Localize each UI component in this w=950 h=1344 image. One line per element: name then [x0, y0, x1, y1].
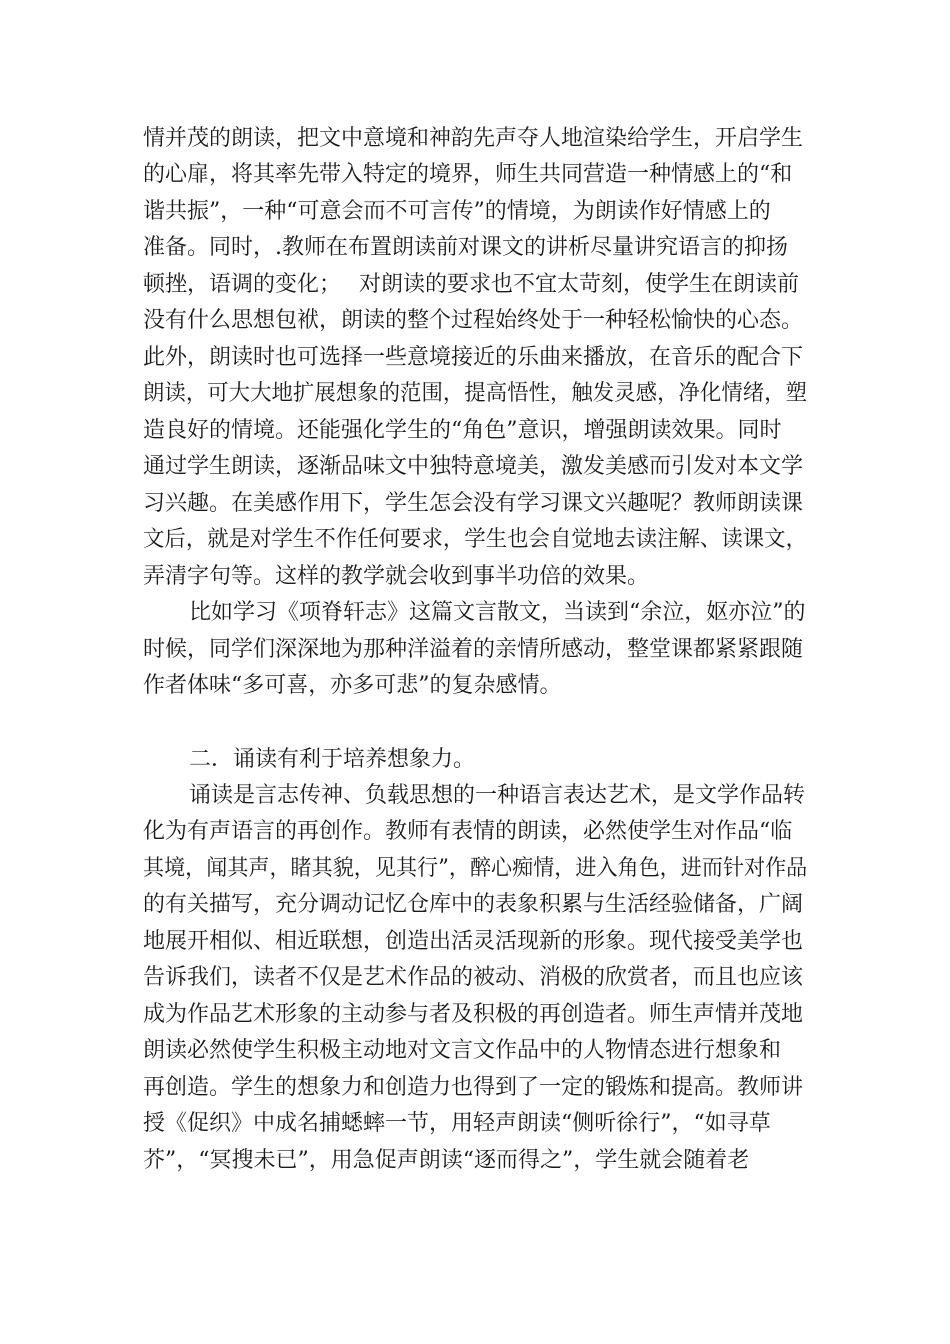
- section-heading: 二．诵读有利于培养想象力。: [189, 747, 476, 772]
- text-line: 朗读必然使学生积极主动地对文言文作品中的人物情态进行想象和: [143, 1038, 782, 1063]
- text-line: 造良好的情境。还能强化学生的“角色”意识，增强朗读效果。同时: [143, 418, 782, 443]
- text-line: 通过学生朗读，逐渐品味文中独特意境美，激发美感而引发对本文学: [143, 454, 804, 479]
- text-line: 芥”，“冥搜未已”，用急促声朗读“逐而得之”，学生就会随着老: [143, 1148, 750, 1173]
- text-line: 情并茂的朗读，把文中意境和神韵先声夺人地渲染给学生，开启学生: [143, 126, 804, 151]
- text-line: 弄清字句等。这样的教学就会收到事半功倍的效果。: [143, 564, 650, 589]
- text-line: 文后，就是对学生不作任何要求，学生也会自觉地去读注解、读课文，: [143, 527, 808, 552]
- text-line: 作者体味“多可喜，亦多可悲”的复杂感情。: [143, 673, 562, 698]
- text-line: 准备。同时，.教师在布置朗读前对课文的讲析尽量讲究语言的抑扬: [143, 235, 788, 260]
- text-line: 比如学习《项脊轩志》这篇文言散文，当读到“余泣，妪亦泣”的: [189, 600, 806, 625]
- text-line: 成为作品艺术形象的主动参与者及积极的再创造者。师生声情并茂地: [143, 1002, 804, 1027]
- text-line: 朗读，可大大地扩展想象的范围，提高悟性，触发灵感，净化情绪，塑: [143, 381, 808, 406]
- text-line: 授《促织》中成名捕蟋蟀一节，用轻声朗读“侧听徐行”，“如寻草: [143, 1111, 771, 1136]
- text-line: 时候，同学们深深地为那种洋溢着的亲情所感动，整堂课都紧紧跟随: [143, 637, 804, 662]
- text-line: 谐共振”，一种“可意会而不可言传”的情境，为朗读作好情感上的: [143, 199, 771, 224]
- text-line: 诵读是言志传神、负载思想的一种语言表达艺术，是文学作品转: [189, 783, 806, 808]
- text-line: 的心扉，将其率先带入特定的境界，师生共同营造一种情感上的“和: [143, 162, 793, 187]
- text-line: 再创造。学生的想象力和创造力也得到了一定的锻炼和提高。教师讲: [143, 1075, 804, 1100]
- text-line: 没有什么思想包袱，朗读的整个过程始终处于一种轻松愉快的心态。: [143, 308, 804, 333]
- text-line: 地展开相似、相近联想，创造出活灵活现新的形象。现代接受美学也: [143, 929, 804, 954]
- text-line: 告诉我们，读者不仅是艺术作品的被动、消极的欣赏者，而且也应该: [143, 965, 804, 990]
- text-line: 此外，朗读时也可选择一些意境接近的乐曲来播放，在音乐的配合下: [143, 345, 804, 370]
- text-line: 习兴趣。在美感作用下，学生怎会没有学习课文兴趣呢？教师朗读课: [143, 491, 804, 516]
- text-line: 顿挫，语调的变化； 对朗读的要求也不宜太苛刻，使学生在朗读前: [143, 272, 799, 297]
- text-line: 化为有声语言的再创作。教师有表情的朗读，必然使学生对作品“临: [143, 819, 793, 844]
- text-line: 的有关描写，充分调动记忆仓库中的表象积累与生活经验储备，广阔: [143, 892, 804, 917]
- text-line: 其境，闻其声，睹其貌，见其行”，醉心痴情，进入角色，进而针对作品: [143, 856, 808, 881]
